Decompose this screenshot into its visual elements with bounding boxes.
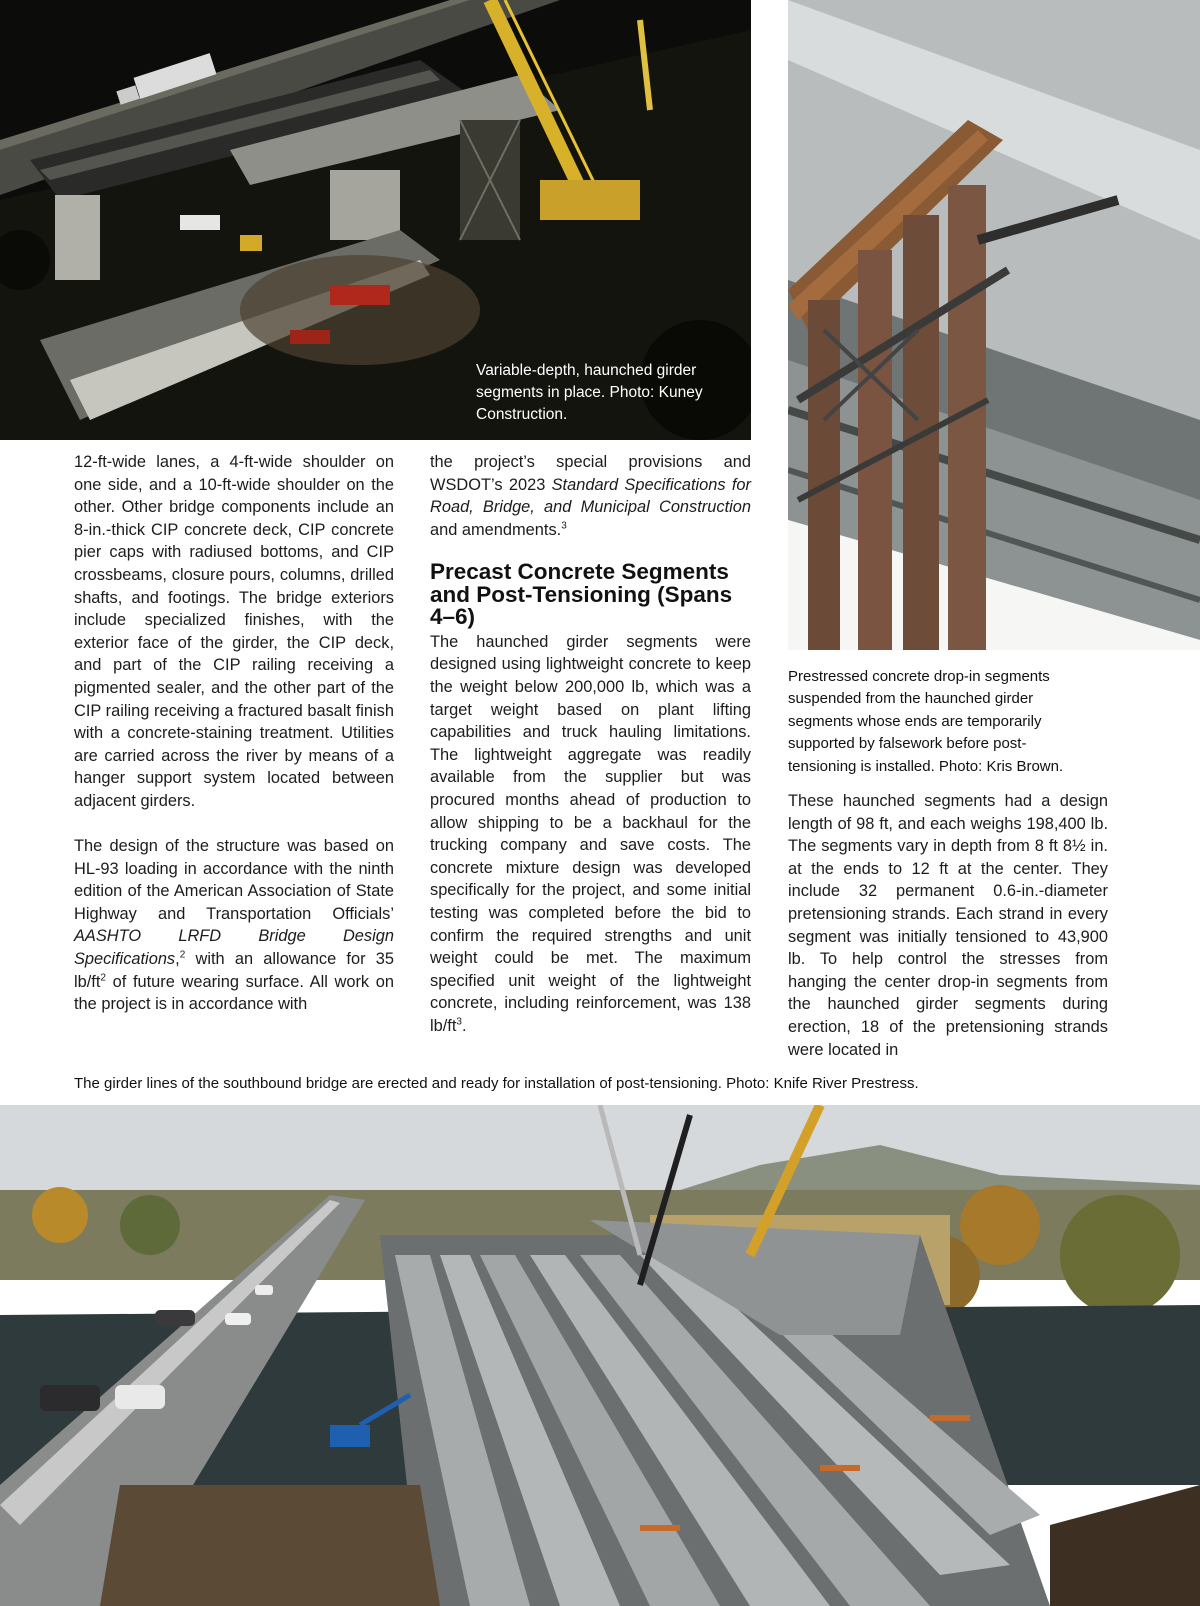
girder-lines-river-photo-illustration [0,1105,1200,1606]
paragraph [430,631,751,1038]
superscript: 3 [456,1016,462,1028]
caption-line: suspended from the haunched girder [788,690,1034,708]
text-run: of future wearing surface. All work on the project is in accordance with [74,972,394,1014]
text-run: The design of the structure was based on HL-93 loading in accordance with the ninth edition of the American Association of State Highway and Transportation Officials’ [74,837,394,923]
bridge-falsework-photo [788,0,1200,650]
caption-line: segments whose ends are temporarily [788,712,1042,730]
superscript: 2 [100,972,106,984]
paragraph [430,451,751,541]
photo-caption-kris-brown [788,666,1108,778]
text-run: . [461,1016,467,1035]
caption-line: Prestressed concrete drop-in segments [788,668,1050,685]
photo-caption-knife-river: The girder lines of the southbound bridge are erected and ready for installation of post-tensioning. Photo: Knife River Prestress. [74,1075,919,1092]
paragraph: 12-ft-wide lanes, a 4-ft-wide shoulder on one side, and a 10-ft-wide shoulder on the other. Other bridge components include an 8-in.-thick CIP concrete deck, CIP concrete pier caps with radiused bottoms, and CIP crossbeams, closure pours, columns, drilled shafts, and footings. The bridge exteriors include specialized finishes, with the exterior face of the girder, the CIP deck, and part of the CIP railing receiving a pigmented sealer, and the other part of the CIP railing receiving a fractured basalt finish with a concrete-staining treatment. Utilities are carried across the river by means of a hanger support system located between adjacent girders. [74,453,394,810]
text-run: The haunched girder segments were designed using lightweight concrete to keep the weight below 200,000 lb, which was a target weight based on plant lifting capabilities and truck hauling limitations. The lightweight aggregate was readily available from the supplier but was procured months ahead of production to allow shipping to be a backhaul for the trucking company and save costs. The concrete mixture design was developed specifically for the project, and some initial testing was completed before the bid to confirm the required strengths and unit weight could be met. The maximum specified unit weight of the lightweight concrete, including reinforcement, was 138 lb/ft [430,632,751,1035]
girder-lines-river-photo [0,1105,1200,1606]
caption-line: tensioning is installed. Photo: Kris Brown. [788,757,1064,775]
caption-line: Variable-depth, haunched girder [476,362,697,379]
text-run: with an allowance for 35 lb/ft [74,950,394,991]
article-column-1 [74,451,394,1016]
text-run: the project’s special provisions and WSDOT’s 2023 [430,453,751,494]
caption-line: supported by falsework before post- [788,735,1027,753]
article-column-2 [430,451,751,1038]
publication-title: Standard Specifications for Road, Bridge, and Municipal Construction [430,475,751,517]
bridge-falsework-photo-illustration [788,0,1200,650]
paragraph: These haunched segments had a design length of 98 ft, and each weighs 198,400 lb. The segments vary in depth from 8 ft 8½ in. at the ends to 12 ft at the center. They include 32 permanent 0.6-in.-diameter pretensioning strands. Each strand in every segment was initially tensioned to 43,900 lb. To help control the stresses from hanging the center drop-in segments from the haunched girder segments during erection, 18 of the pretensioning strands were located in [788,792,1108,1059]
text-run: , [175,950,180,969]
footnote-ref: 2 [179,949,186,961]
caption-line: segments in place. Photo: Kuney [476,384,703,401]
paragraph [74,835,394,1016]
section-heading: Precast Concrete Segments and Post-Tensioning (Spans 4–6) [430,559,733,630]
photo-caption-kuney [476,360,746,426]
footnote-ref: 3 [561,520,567,532]
caption-line: Construction. [476,406,568,423]
publication-title: AASHTO LRFD Bridge Design Specifications [74,927,394,969]
night-construction-photo [0,0,751,440]
article-column-3 [788,790,1108,1061]
text-run: and amendments. [430,520,562,539]
